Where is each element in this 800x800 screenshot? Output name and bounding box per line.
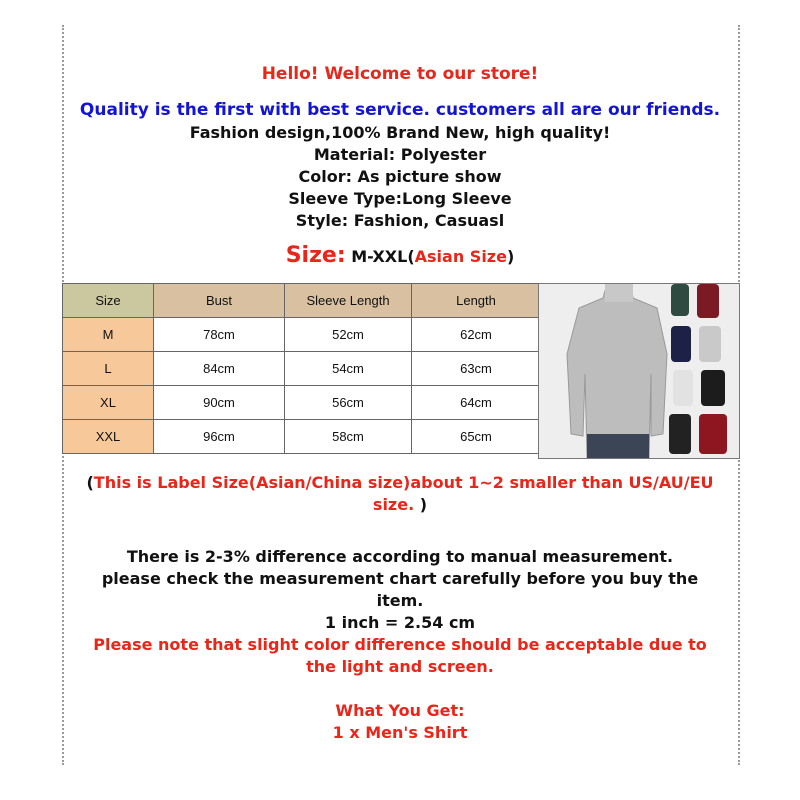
measurement-note — [0, 546, 800, 678]
label-note-line2: size. — [372, 495, 415, 514]
product-photo — [538, 283, 740, 459]
column-header-length: Length — [412, 284, 541, 318]
size-label: Size: — [285, 243, 346, 268]
label-note-open: ( — [86, 473, 94, 492]
table-cell: 54cm — [285, 352, 412, 386]
label-note-text: This is Label Size(Asian/China size)about 1~2 smaller than US/AU/EU — [93, 473, 714, 492]
table-cell: 64cm — [412, 386, 541, 420]
table-row — [63, 420, 541, 454]
table-cell: 96cm — [154, 420, 285, 454]
label-note-close: ) — [414, 495, 428, 514]
label-size-note — [0, 472, 800, 516]
spec-line: Material: Polyester — [313, 145, 487, 164]
size-range: M-XXL( — [345, 247, 415, 266]
size-range-note: Asian Size — [414, 247, 507, 266]
measurement-line: item. — [376, 591, 424, 610]
table-cell: 63cm — [412, 352, 541, 386]
table-row — [63, 318, 541, 352]
table-cell: 65cm — [412, 420, 541, 454]
greeting-heading: Hello! Welcome to our store! — [261, 64, 539, 84]
size-range-line — [0, 243, 800, 268]
size-range-close: ) — [506, 247, 515, 266]
column-header-size: Size — [63, 284, 154, 318]
what-you-get-title: What You Get: — [335, 701, 465, 720]
table-cell: 52cm — [285, 318, 412, 352]
table-cell: 90cm — [154, 386, 285, 420]
measurement-line: please check the measurement chart carefully before you buy the — [101, 569, 699, 588]
column-header-sleeve-length: Sleeve Length — [285, 284, 412, 318]
spec-line: Color: As picture show — [298, 167, 502, 186]
product-specs — [0, 122, 800, 232]
table-cell: 56cm — [285, 386, 412, 420]
turtleneck-shirt-illustration — [539, 284, 739, 458]
size-chart-table — [62, 283, 541, 454]
what-you-get-item: 1 x Men's Shirt — [332, 723, 468, 742]
table-cell: 84cm — [154, 352, 285, 386]
measurement-line: There is 2-3% difference according to manual measurement. — [126, 547, 674, 566]
table-cell-size: M — [63, 318, 154, 352]
color-difference-note-line2: the light and screen. — [306, 657, 494, 676]
spec-line: Fashion design,100% Brand New, high quality! — [189, 123, 611, 142]
spec-line: Sleeve Type:Long Sleeve — [288, 189, 512, 208]
table-row — [63, 352, 541, 386]
table-cell: 62cm — [412, 318, 541, 352]
table-row — [63, 386, 541, 420]
table-header-row — [63, 284, 541, 318]
column-header-bust: Bust — [154, 284, 285, 318]
table-cell: 78cm — [154, 318, 285, 352]
table-cell-size: L — [63, 352, 154, 386]
table-cell-size: XXL — [63, 420, 154, 454]
color-difference-note: Please note that slight color difference should be acceptable due to — [93, 635, 707, 654]
measurement-line: 1 inch = 2.54 cm — [324, 613, 476, 632]
table-cell-size: XL — [63, 386, 154, 420]
table-cell: 58cm — [285, 420, 412, 454]
what-you-get — [0, 700, 800, 744]
spec-line: Style: Fashion, Casuasl — [295, 211, 505, 230]
quality-statement: Quality is the first with best service. customers all are our friends. — [79, 100, 721, 120]
